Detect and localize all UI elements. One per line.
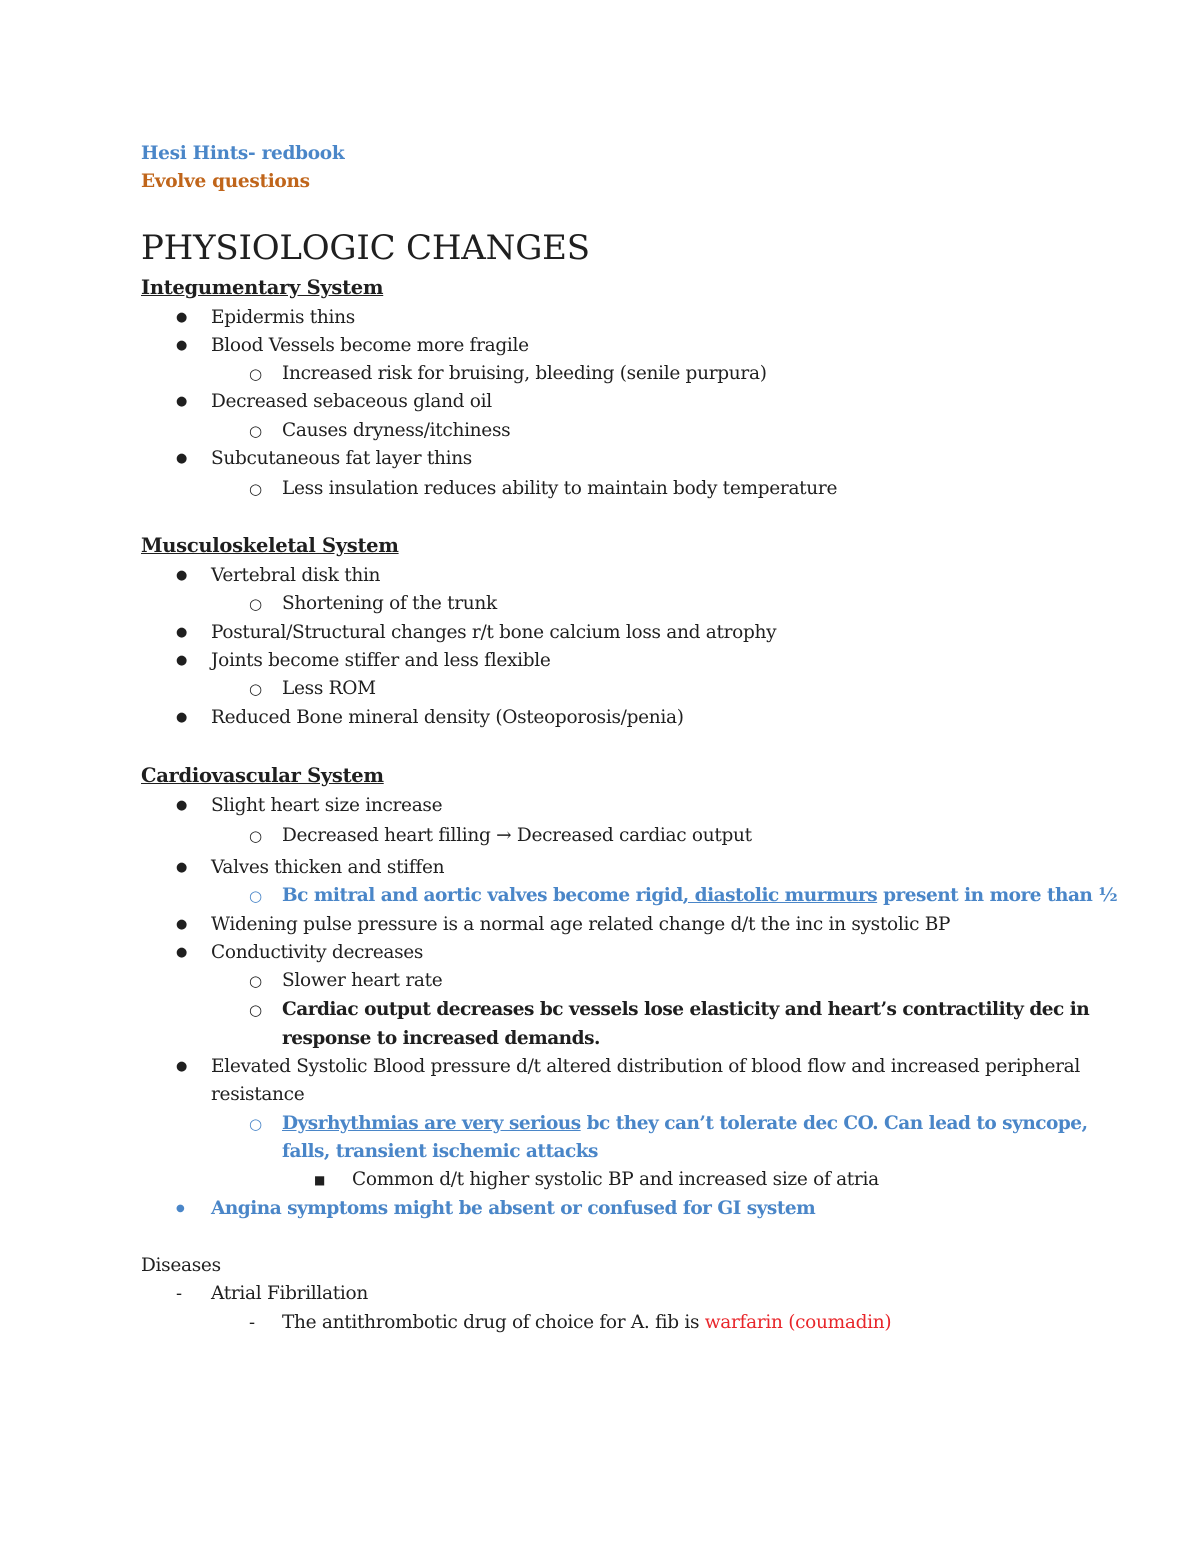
bullet-icon: ● <box>176 860 188 875</box>
valves-note <box>282 882 1117 910</box>
list-item: Vertebral disk thin <box>211 565 381 586</box>
dysrhythmia-note-line1 <box>282 1110 1088 1138</box>
dash-bullet-icon: - <box>176 1283 183 1304</box>
list-item: Increased risk for bruising, bleeding (senile purpura) <box>282 363 767 384</box>
list-item: Blood Vessels become more fragile <box>211 335 529 356</box>
cardiac-output-note-line2: response to increased demands. <box>282 1028 600 1049</box>
dysrhythmia-note-part2: bc they can’t tolerate dec CO. Can lead to syncope, <box>580 1113 1088 1134</box>
hollow-bullet-icon: ○ <box>249 1115 263 1133</box>
bullet-icon: ● <box>176 945 188 960</box>
angina-note: Angina symptoms might be absent or confused for GI system <box>211 1198 816 1219</box>
list-item: Epidermis thins <box>211 307 355 328</box>
afib-drug-note <box>282 1309 891 1337</box>
bullet-icon: ● <box>176 625 188 640</box>
list-item-continued: resistance <box>211 1084 305 1105</box>
list-item: Joints become stiffer and less flexible <box>211 650 551 671</box>
page-title: PHYSIOLOGIC CHANGES <box>141 228 590 268</box>
list-item: Valves thicken and stiffen <box>211 857 445 878</box>
bullet-icon: ● <box>176 310 188 325</box>
bullet-icon: ● <box>176 451 188 466</box>
list-item: Less insulation reduces ability to maintain body temperature <box>282 478 838 499</box>
bullet-icon: ● <box>176 394 188 409</box>
afib-drug-text: The antithrombotic drug of choice for A. fib is <box>282 1312 705 1333</box>
cardiac-output-note-line1: Cardiac output decreases bc vessels lose elasticity and heart’s contractility dec in <box>282 999 1090 1020</box>
valves-note-part1: Bc mitral and aortic valves become rigid <box>282 885 683 906</box>
cardiovascular-heading: Cardiovascular System <box>141 764 384 787</box>
hollow-bullet-icon: ○ <box>249 887 263 905</box>
list-item: Decreased heart filling → Decreased cardiac output <box>282 825 752 846</box>
hollow-bullet-icon: ○ <box>249 422 263 440</box>
list-item: Widening pulse pressure is a normal age related change d/t the inc in systolic BP <box>211 914 951 935</box>
list-item: Common d/t higher systolic BP and increased size of atria <box>352 1169 879 1190</box>
hollow-bullet-icon: ○ <box>249 680 263 698</box>
hollow-bullet-icon: ○ <box>249 480 263 498</box>
bullet-icon: ● <box>176 710 188 725</box>
diseases-heading: Diseases <box>141 1255 221 1276</box>
list-item: Slight heart size increase <box>211 795 443 816</box>
bullet-icon: ● <box>176 917 188 932</box>
list-item: Elevated Systolic Blood pressure d/t altered distribution of blood flow and increased peripheral <box>211 1056 1081 1077</box>
valves-note-part3: present in more than ½ <box>877 885 1118 906</box>
valves-note-murmurs: , diastolic murmurs <box>682 885 878 906</box>
list-item: Atrial Fibrillation <box>211 1283 368 1304</box>
bullet-icon: ● <box>176 653 188 668</box>
dysrhythmia-note-line2: falls, transient ischemic attacks <box>282 1141 598 1162</box>
hollow-bullet-icon: ○ <box>249 972 263 990</box>
square-bullet-icon: ■ <box>314 1173 326 1187</box>
drug-name: warfarin (coumadin) <box>704 1312 892 1333</box>
dysrhythmia-note-part1: Dysrhythmias are very serious <box>282 1113 581 1134</box>
bullet-icon: ● <box>176 1203 185 1214</box>
bullet-icon: ● <box>176 1059 188 1074</box>
hollow-bullet-icon: ○ <box>249 595 263 613</box>
list-item: Slower heart rate <box>282 970 443 991</box>
hint-source-label: Hesi Hints- redbook <box>141 143 345 164</box>
hollow-bullet-icon: ○ <box>249 1001 263 1019</box>
list-item: Subcutaneous fat layer thins <box>211 448 472 469</box>
bullet-icon: ● <box>176 338 188 353</box>
list-item: Causes dryness/itchiness <box>282 420 511 441</box>
integumentary-heading: Integumentary System <box>141 276 384 299</box>
hollow-bullet-icon: ○ <box>249 365 263 383</box>
list-item: Postural/Structural changes r/t bone calcium loss and atrophy <box>211 622 777 643</box>
evolve-label: Evolve questions <box>141 171 310 192</box>
bullet-icon: ● <box>176 568 188 583</box>
list-item: Decreased sebaceous gland oil <box>211 391 492 412</box>
dash-bullet-icon: - <box>249 1312 256 1333</box>
hollow-bullet-icon: ○ <box>249 827 263 845</box>
list-item: Less ROM <box>282 678 376 699</box>
list-item: Conductivity decreases <box>211 942 424 963</box>
bullet-icon: ● <box>176 798 188 813</box>
musculoskeletal-heading: Musculoskeletal System <box>141 534 399 557</box>
list-item: Shortening of the trunk <box>282 593 497 614</box>
list-item: Reduced Bone mineral density (Osteoporosis/penia) <box>211 707 684 728</box>
